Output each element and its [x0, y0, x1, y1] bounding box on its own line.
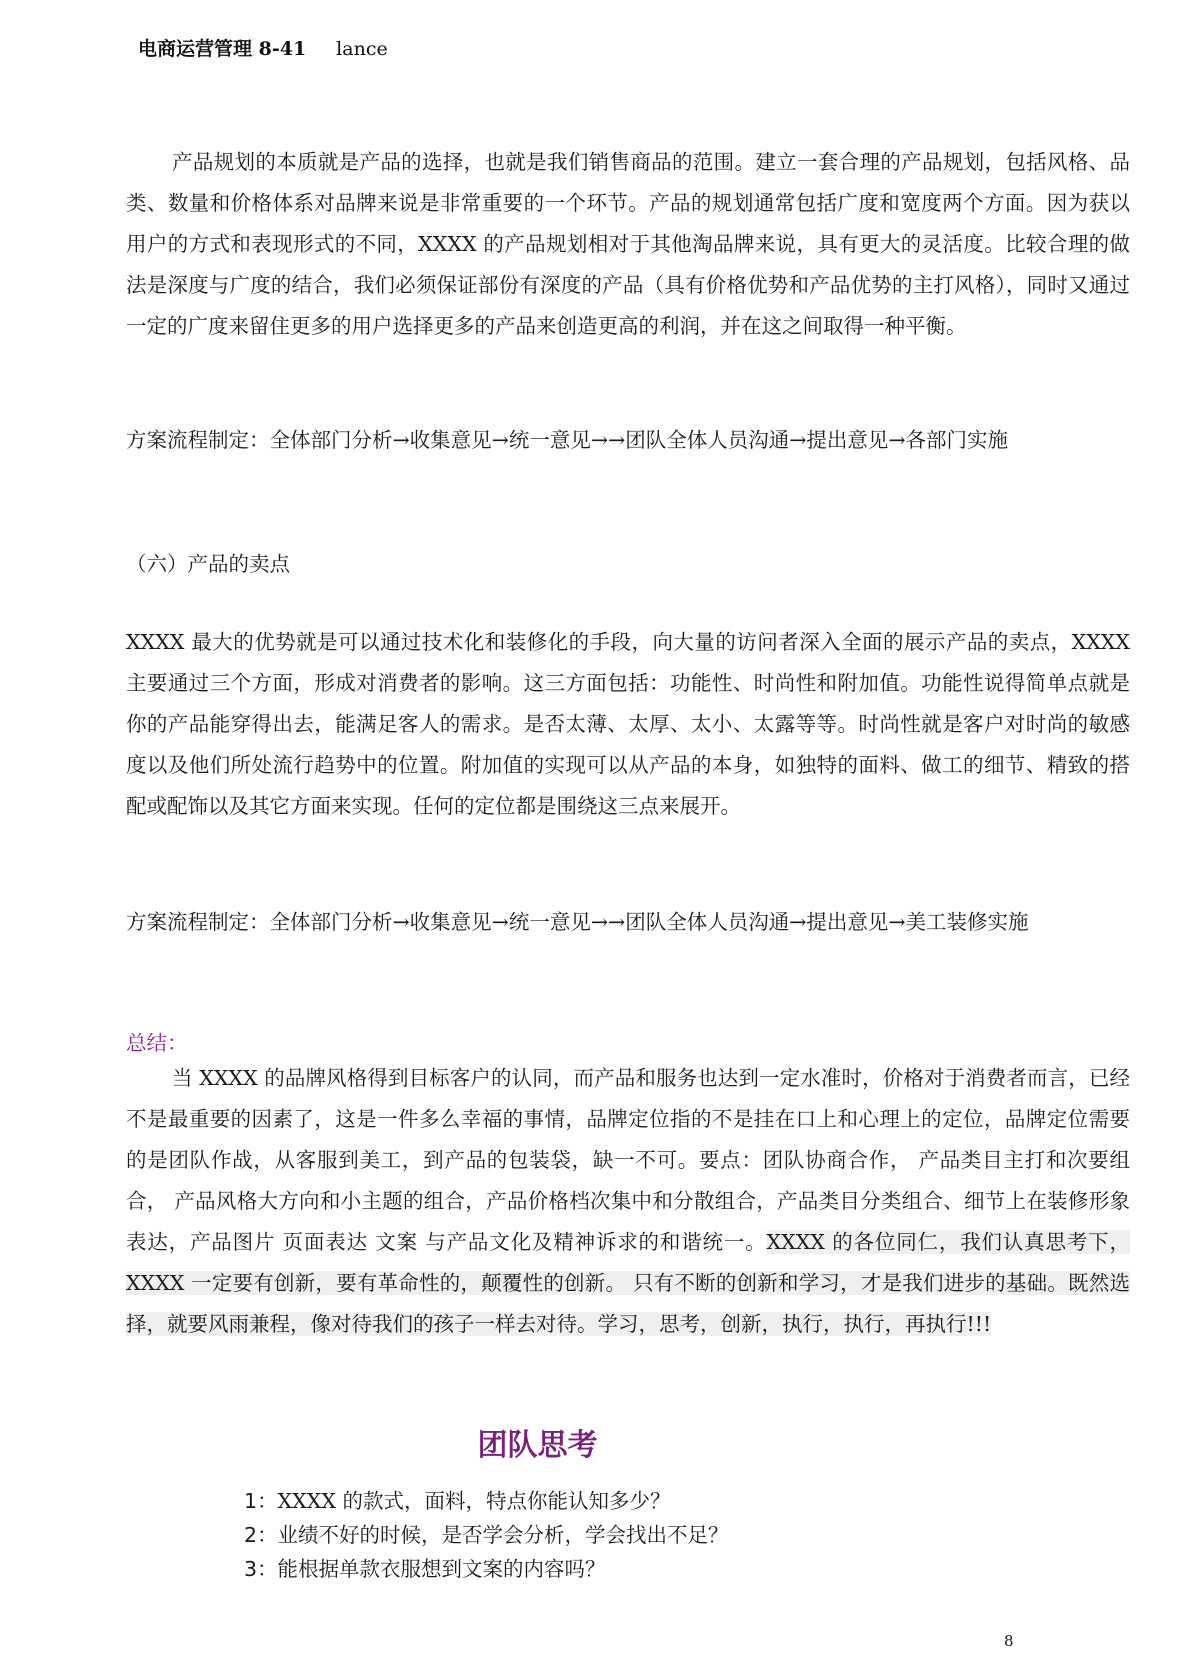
- process-flow-1: 方案流程制定：全体部门分析→收集意见→统一意见→→团队全体人员沟通→提出意见→各部门实施: [126, 428, 1009, 452]
- summary-highlighted-text: XXXX 的各位同仁，我们认真思考下，XXXX 一定要有创新，要有革命性的，颠覆性的创新。 只有不断的创新和学习，才是我们进步的基础。既然选择，就要风雨兼程，像对待我们的孩子一样去对待。学习，思考，创新，执行，执行，再执行!!!: [126, 1230, 1130, 1336]
- summary-text: 当 XXXX 的品牌风格得到目标客户的认同，而产品和服务也达到一定水准时，价格对于消费者而言，已经不是最重要的因素了，这是一件多么幸福的事情，品牌定位指的不是挂在口上和心理上的定位，品牌定位需要的是团队作战，从客服到美工，到产品的包装袋，缺一不可。要点：团队协商合作， 产品类目主打和次要组合， 产品风格大方向和小主题的组合，产品价格档次集中和分散组合，产品类目分类组合、细节上在装修形象表达，产品图片 页面表达 文案 与产品文化及精神诉求的和谐统一。: [126, 1066, 1130, 1254]
- question-number: 2：: [244, 1523, 278, 1547]
- paragraph-product-planning: 产品规划的本质就是产品的选择，也就是我们销售商品的范围。建立一套合理的产品规划，包括风格、品类、数量和价格体系对品牌来说是非常重要的一个环节。产品的规划通常包括广度和宽度两个方面。因为获以用户的方式和表现形式的不同，XXXX 的产品规划相对于其他淘品牌来说，具有更大的灵活度。比较合理的做法是深度与广度的结合，我们必须保证部份有深度的产品（具有价格优势和产品优势的主打风格），同时又通过一定的广度来留住更多的用户选择更多的产品来创造更高的利润，并在这之间取得一种平衡。: [126, 150, 1130, 338]
- question-text: 能根据单款衣服想到文案的内容吗？: [277, 1557, 606, 1581]
- paragraph-selling-points: XXXX 最大的优势就是可以通过技术化和装修化的手段，向大量的访问者深入全面的展示产品的卖点，XXXX 主要通过三个方面，形成对消费者的影响。这三方面包括：功能性、时尚性和附加值。功能性说得简单点就是你的产品能穿得出去，能满足客人的需求。是否太薄、太厚、太小、太露等等。时尚性就是客户对时尚的敏感度以及他们所处流行趋势中的位置。附加值的实现可以从产品的本身，如独特的面料、做工的细节、精致的搭配或配饰以及其它方面来实现。任何的定位都是围绕这三点来展开。: [126, 630, 1130, 818]
- question-item: [244, 1518, 729, 1552]
- section-6-heading: （六）产品的卖点: [126, 552, 290, 576]
- question-text: 业绩不好的时候，是否学会分析，学会找出不足？: [277, 1523, 729, 1547]
- team-questions-list: [244, 1484, 729, 1586]
- question-number: 3：: [244, 1557, 278, 1581]
- team-thinking-title: 团队思考: [477, 1428, 598, 1463]
- question-item: [244, 1552, 729, 1586]
- summary-label: 总结：: [126, 1031, 188, 1055]
- header-author: lance: [336, 38, 388, 60]
- question-number: 1：: [244, 1489, 278, 1513]
- header-title: 电商运营管理 8-41: [138, 38, 307, 60]
- process-flow-2: 方案流程制定：全体部门分析→收集意见→统一意见→→团队全体人员沟通→提出意见→美工装修实施: [126, 910, 1029, 934]
- page-header: [138, 34, 388, 61]
- question-item: [244, 1484, 729, 1518]
- page-number: 8: [1004, 1632, 1014, 1650]
- question-text: XXXX 的款式，面料，特点你能认知多少？: [277, 1489, 671, 1513]
- summary-paragraph: [126, 1058, 1130, 1345]
